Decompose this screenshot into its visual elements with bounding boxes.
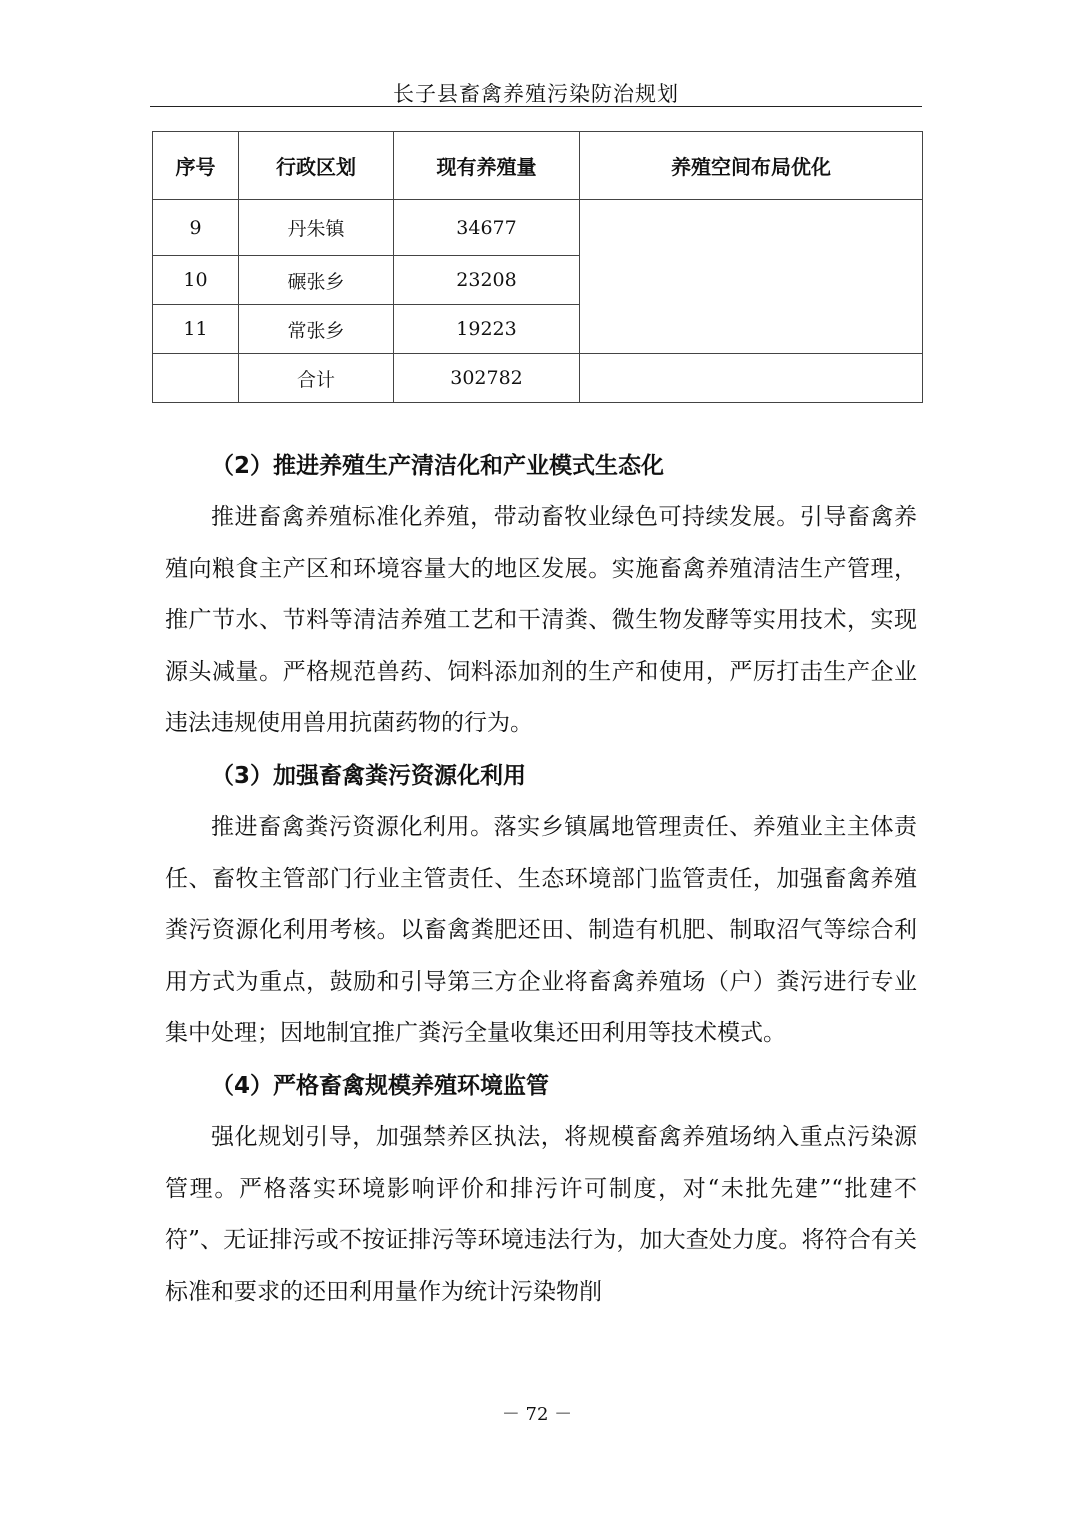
column-header-layout: 养殖空间布局优化 (580, 132, 923, 200)
page-header-title: 长子县畜禽养殖污染防治规划 (393, 82, 679, 106)
section-paragraph: 强化规划引导，加强禁养区执法，将规模畜禽养殖场纳入重点污染源管理。严格落实环境影响评价和排污许可制度，对“未批先建”“批建不符”、无证排污或不按证排污等环境违法行为，加大查处力度。将符合有关标准和要求的还田利用量作为统计污染物削 (165, 1123, 917, 1305)
section-heading: （2）推进养殖生产清洁化和产业模式生态化 (211, 453, 665, 479)
section-heading: （3）加强畜禽粪污资源化利用 (211, 762, 527, 789)
column-header-region: 行政区划 (239, 132, 394, 200)
column-header-amount: 现有养殖量 (394, 132, 580, 200)
document-body (165, 440, 917, 1318)
cell-amount: 19223 (394, 305, 580, 354)
cell-layout (580, 354, 923, 403)
section-heading: （4）严格畜禽规模养殖环境监管 (211, 1072, 550, 1099)
cell-index: 11 (153, 305, 239, 354)
cell-index (153, 354, 239, 403)
table-row-total (153, 354, 923, 403)
cell-index: 10 (153, 256, 239, 305)
column-header-index: 序号 (153, 132, 239, 200)
header-divider (150, 106, 922, 107)
cell-amount: 23208 (394, 256, 580, 305)
cell-layout-merged (580, 200, 923, 354)
cell-region: 合计 (239, 354, 394, 403)
section-paragraph: 推进畜禽养殖标准化养殖，带动畜牧业绿色可持续发展。引导畜禽养殖向粮食主产区和环境容量大的地区发展。实施畜禽养殖清洁生产管理，推广节水、节料等清洁养殖工艺和干清粪、微生物发酵等实用技术，实现源头减量。严格规范兽药、饲料添加剂的生产和使用，严厉打击生产企业违法违规使用兽用抗菌药物的行为。 (165, 504, 917, 737)
table-row (153, 200, 923, 256)
cell-index: 9 (153, 200, 239, 256)
cell-amount: 34677 (394, 200, 580, 256)
cell-region: 丹朱镇 (239, 200, 394, 256)
table-header-row (153, 132, 923, 200)
page-number: － 72 － (501, 1404, 573, 1425)
section-paragraph: 推进畜禽粪污资源化利用。落实乡镇属地管理责任、养殖业主主体责任、畜牧主管部门行业主管责任、生态环境部门监管责任，加强畜禽养殖粪污资源化利用考核。以畜禽粪肥还田、制造有机肥、制取沼气等综合利用方式为重点，鼓励和引导第三方企业将畜禽养殖场（户）粪污进行专业集中处理；因地制宜推广粪污全量收集还田利用等技术模式。 (165, 813, 917, 1047)
breeding-table (152, 131, 923, 403)
cell-amount: 302782 (394, 354, 580, 403)
cell-region: 碾张乡 (239, 256, 394, 305)
cell-region: 常张乡 (239, 305, 394, 354)
